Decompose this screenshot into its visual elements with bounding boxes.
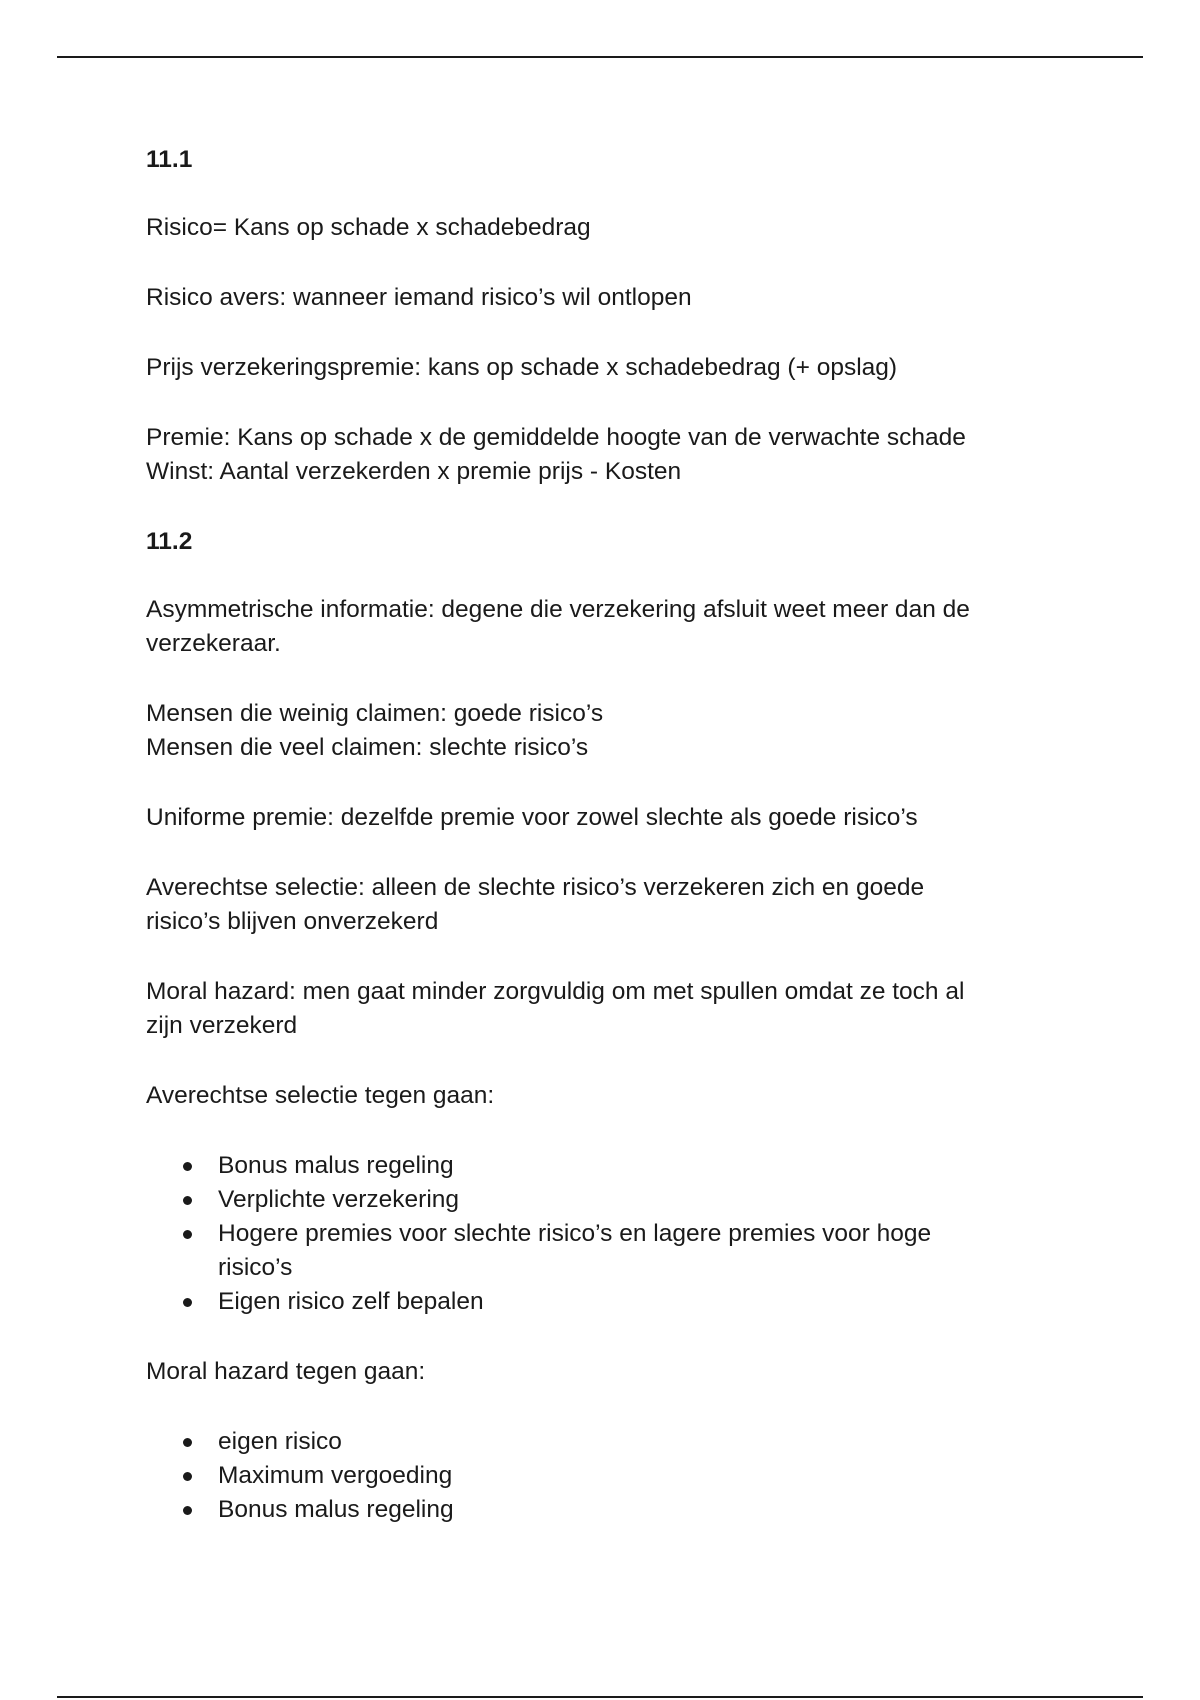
- document-body: [146, 143, 1046, 1527]
- bullet-list-averechtse-selectie: [146, 1149, 1046, 1319]
- list-item-text: risico’s: [218, 1254, 293, 1281]
- paragraph-line: Winst: Aantal verzekerden x premie prijs - Kosten: [146, 458, 682, 485]
- paragraph-line: zijn verzekerd: [146, 1012, 298, 1039]
- list-item: [218, 1425, 1046, 1459]
- list-intro: Moral hazard tegen gaan:: [146, 1358, 426, 1385]
- bullet-list-moral-hazard: [146, 1425, 1046, 1527]
- section-heading: 11.1: [146, 146, 193, 173]
- list-item: [218, 1459, 1046, 1493]
- list-item-text: Bonus malus regeling: [218, 1496, 454, 1523]
- top-rule: [57, 56, 1143, 58]
- list-item: [218, 1217, 1046, 1285]
- paragraph-line: Moral hazard: men gaat minder zorgvuldig om met spullen omdat ze toch al: [146, 978, 965, 1005]
- paragraph-line: Asymmetrische informatie: degene die verzekering afsluit weet meer dan de: [146, 596, 970, 623]
- list-item-text: eigen risico: [218, 1428, 342, 1455]
- paragraph-line: verzekeraar.: [146, 630, 281, 657]
- bullet-icon: [183, 1506, 192, 1515]
- bullet-icon: [183, 1162, 192, 1171]
- paragraph-line: Mensen die veel claimen: slechte risico’s: [146, 734, 589, 761]
- paragraph: Uniforme premie: dezelfde premie voor zowel slechte als goede risico’s: [146, 804, 918, 831]
- paragraph: Risico= Kans op schade x schadebedrag: [146, 214, 591, 241]
- list-item-text: Hogere premies voor slechte risico’s en lagere premies voor hoge: [218, 1220, 932, 1247]
- paragraph: Risico avers: wanneer iemand risico’s wil ontlopen: [146, 284, 692, 311]
- list-item-text: Bonus malus regeling: [218, 1152, 454, 1179]
- bullet-icon: [183, 1472, 192, 1481]
- list-item: [218, 1493, 1046, 1527]
- bullet-icon: [183, 1298, 192, 1307]
- paragraph-line: Mensen die weinig claimen: goede risico’s: [146, 700, 604, 727]
- list-intro: Averechtse selectie tegen gaan:: [146, 1082, 495, 1109]
- paragraph: Prijs verzekeringspremie: kans op schade x schadebedrag (+ opslag): [146, 354, 898, 381]
- list-item: [218, 1183, 1046, 1217]
- bullet-icon: [183, 1196, 192, 1205]
- paragraph-line: Premie: Kans op schade x de gemiddelde hoogte van de verwachte schade: [146, 424, 966, 451]
- bullet-icon: [183, 1438, 192, 1447]
- list-item-text: Eigen risico zelf bepalen: [218, 1288, 484, 1315]
- paragraph-line: risico’s blijven onverzekerd: [146, 908, 439, 935]
- paragraph-line: Averechtse selectie: alleen de slechte risico’s verzekeren zich en goede: [146, 874, 925, 901]
- bullet-icon: [183, 1230, 192, 1239]
- list-item-text: Maximum vergoeding: [218, 1462, 453, 1489]
- list-item: [218, 1149, 1046, 1183]
- list-item-text: Verplichte verzekering: [218, 1186, 460, 1213]
- section-heading: 11.2: [146, 528, 193, 555]
- bottom-rule: [57, 1696, 1143, 1698]
- list-item: [218, 1285, 1046, 1319]
